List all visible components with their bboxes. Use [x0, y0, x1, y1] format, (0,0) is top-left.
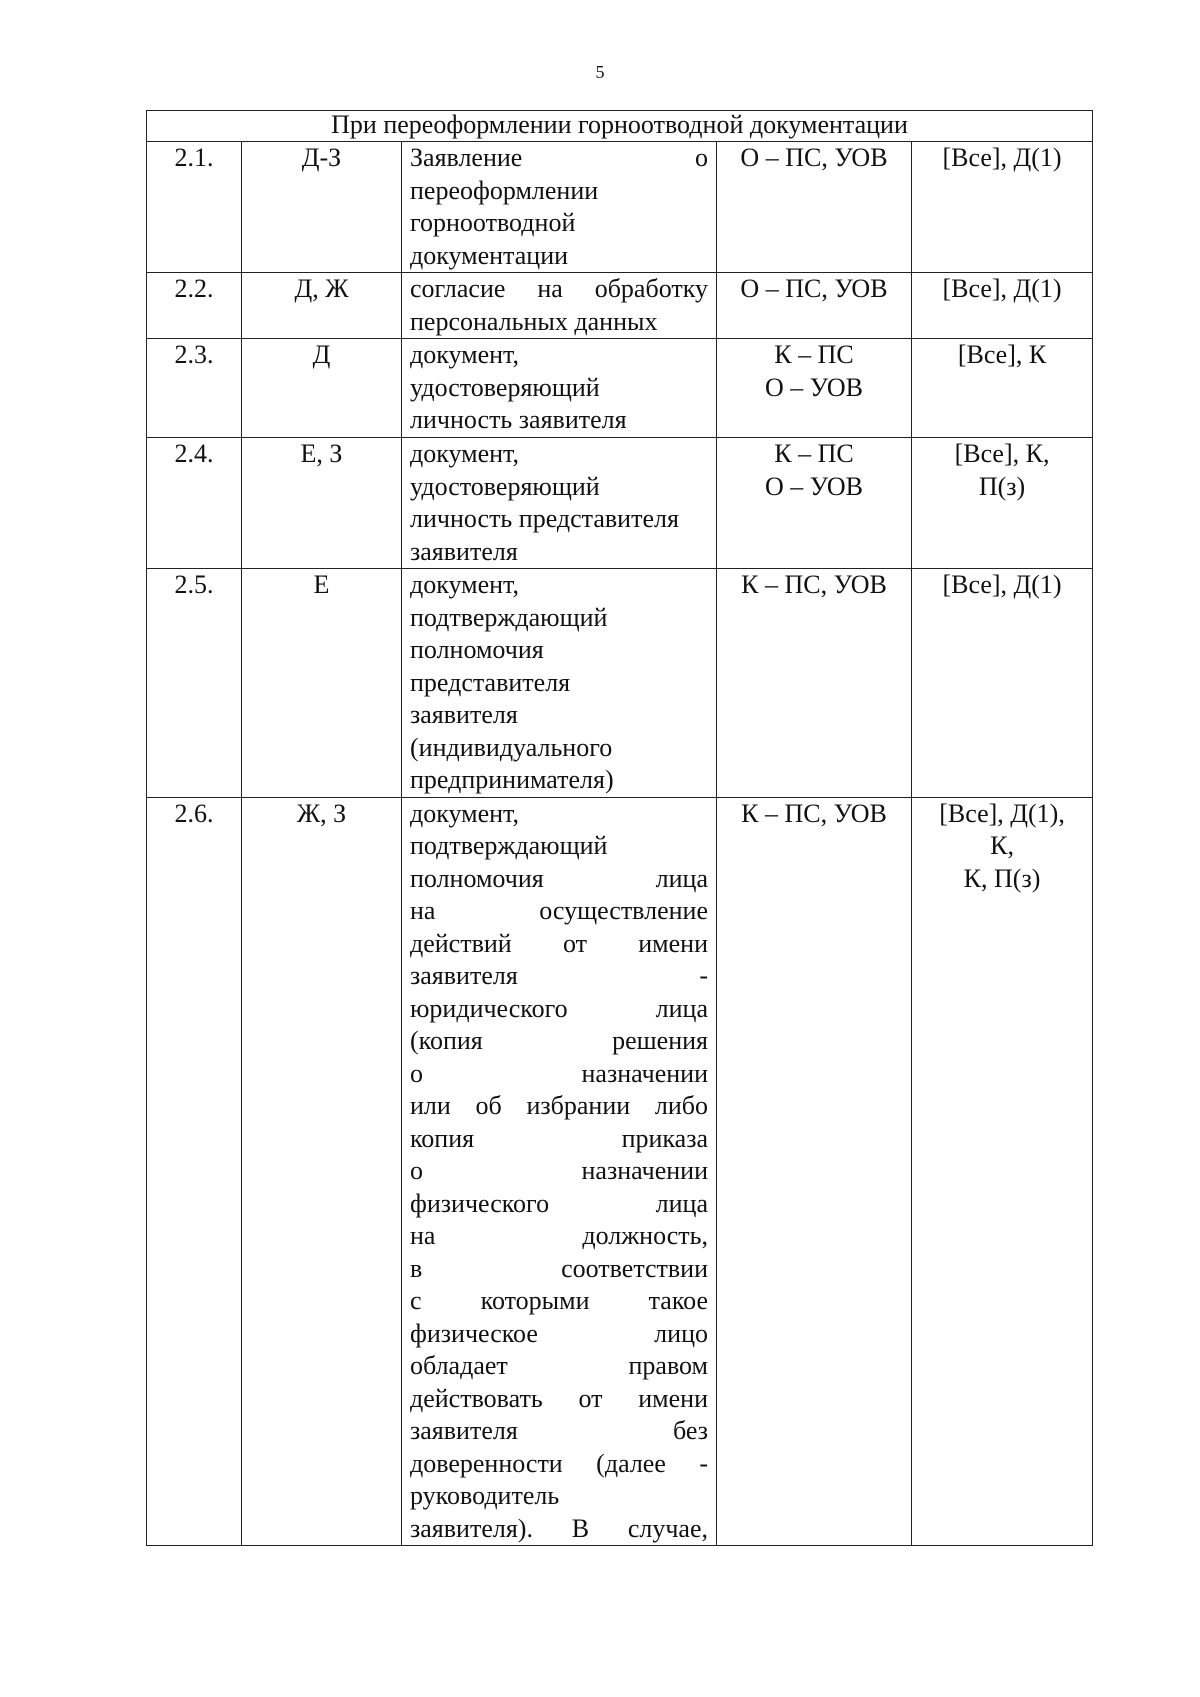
submission-mode — [717, 142, 912, 273]
description-line: горноотводной — [410, 208, 576, 237]
description-line: физического лица — [410, 1188, 708, 1218]
document-description — [402, 273, 717, 339]
description-line: юридического лица — [410, 993, 708, 1023]
row-number: 2.1. — [147, 142, 242, 273]
description-line: полномочия лица — [410, 863, 708, 893]
description-line: (индивидуального — [410, 732, 613, 762]
document-form — [912, 273, 1093, 339]
applicant-category-code: Е — [242, 569, 402, 798]
document-description — [402, 142, 717, 273]
description-line: руководитель — [410, 1481, 560, 1510]
description-line: удостоверяющий — [410, 471, 600, 501]
applicant-category-code: Д-З — [242, 142, 402, 273]
description-line: о назначении — [410, 1058, 708, 1088]
applicant-category-code: Д, Ж — [242, 273, 402, 339]
document-description — [402, 339, 717, 438]
description-line: предпринимателя) — [410, 765, 614, 794]
description-line: документации — [410, 240, 569, 270]
description-line: подтверждающий — [410, 602, 608, 632]
description-line: обладает правом — [410, 1351, 708, 1380]
description-line: заявителя - — [410, 961, 708, 990]
form-line: П(з) — [978, 471, 1026, 501]
table-row — [147, 569, 1093, 798]
description-line: удостоверяющий — [410, 372, 600, 402]
table-row — [147, 273, 1093, 339]
applicant-category-code: Д — [242, 339, 402, 438]
description-line: доверенности (далее - — [410, 1448, 708, 1478]
submission-mode — [717, 797, 912, 1546]
row-number: 2.4. — [147, 438, 242, 569]
description-line: персональных данных — [410, 306, 658, 336]
documents-table — [146, 110, 1093, 1546]
description-line: личность представителя — [410, 504, 679, 533]
table-row — [147, 142, 1093, 273]
form-line: К, — [990, 831, 1014, 860]
section-header-row — [147, 111, 1093, 142]
form-line: [Все], Д(1) — [942, 274, 1062, 303]
description-line: заявителя). В случае, — [410, 1513, 708, 1543]
document-form — [912, 438, 1093, 569]
submission-mode — [717, 438, 912, 569]
description-line: Заявление о — [410, 143, 708, 172]
description-line: действовать от имени — [410, 1383, 708, 1413]
description-line: на осуществление — [410, 896, 708, 925]
form-line: К, П(з) — [963, 863, 1041, 893]
document-description — [402, 797, 717, 1546]
applicant-category-code: Е, З — [242, 438, 402, 569]
form-line: [Все], К, — [954, 439, 1050, 468]
submission-mode — [717, 273, 912, 339]
form-line: [Все], К — [957, 340, 1047, 369]
description-line: переоформлении — [410, 175, 599, 205]
mode-line: О – УОВ — [764, 372, 863, 402]
description-line: документ, — [410, 439, 519, 468]
description-line: на должность, — [410, 1221, 708, 1250]
section-title: При переоформлении горноотводной документации — [147, 111, 1093, 142]
submission-mode — [717, 339, 912, 438]
mode-line: К – ПС — [774, 439, 854, 468]
form-line: [Все], Д(1) — [942, 570, 1062, 599]
description-line: действий от имени — [410, 928, 708, 958]
description-line: документ, — [410, 798, 519, 828]
description-line: копия приказа — [410, 1123, 708, 1153]
document-form — [912, 339, 1093, 438]
mode-line: О – ПС, УОВ — [740, 274, 888, 303]
description-line: согласие на обработку — [410, 274, 708, 303]
document-description — [402, 438, 717, 569]
table-row — [147, 339, 1093, 438]
row-number: 2.6. — [147, 797, 242, 1546]
applicant-category-code: Ж, З — [242, 797, 402, 1546]
row-number: 2.2. — [147, 273, 242, 339]
row-number: 2.3. — [147, 339, 242, 438]
description-line: заявителя — [410, 700, 518, 729]
description-line: о назначении — [410, 1156, 708, 1185]
document-form — [912, 569, 1093, 798]
description-line: документ, — [410, 570, 519, 599]
description-line: подтверждающий — [410, 831, 608, 860]
mode-line: К – ПС, УОВ — [741, 570, 887, 599]
description-line: заявителя — [410, 536, 518, 566]
description-line: с которыми такое — [410, 1286, 708, 1315]
page-number: 5 — [595, 62, 605, 82]
description-line: или об избрании либо — [410, 1091, 708, 1120]
form-line: [Все], Д(1) — [942, 143, 1062, 172]
description-line: документ, — [410, 340, 519, 369]
mode-line: К – ПС, УОВ — [741, 798, 887, 828]
description-line: представителя — [410, 667, 571, 697]
description-line: заявителя без — [410, 1416, 708, 1445]
description-line: (копия решения — [410, 1026, 708, 1055]
submission-mode — [717, 569, 912, 798]
description-line: личность заявителя — [410, 405, 627, 434]
mode-line: О – УОВ — [764, 471, 863, 501]
document-form — [912, 797, 1093, 1546]
mode-line: К – ПС — [774, 340, 854, 369]
form-line: [Все], Д(1), — [939, 798, 1065, 828]
document-description — [402, 569, 717, 798]
description-line: полномочия — [410, 635, 544, 664]
table-row — [147, 797, 1093, 1546]
mode-line: О – ПС, УОВ — [740, 143, 888, 172]
row-number: 2.5. — [147, 569, 242, 798]
description-line: в соответствии — [410, 1253, 708, 1283]
description-line: физическое лицо — [410, 1318, 708, 1348]
document-form — [912, 142, 1093, 273]
table-row — [147, 438, 1093, 569]
